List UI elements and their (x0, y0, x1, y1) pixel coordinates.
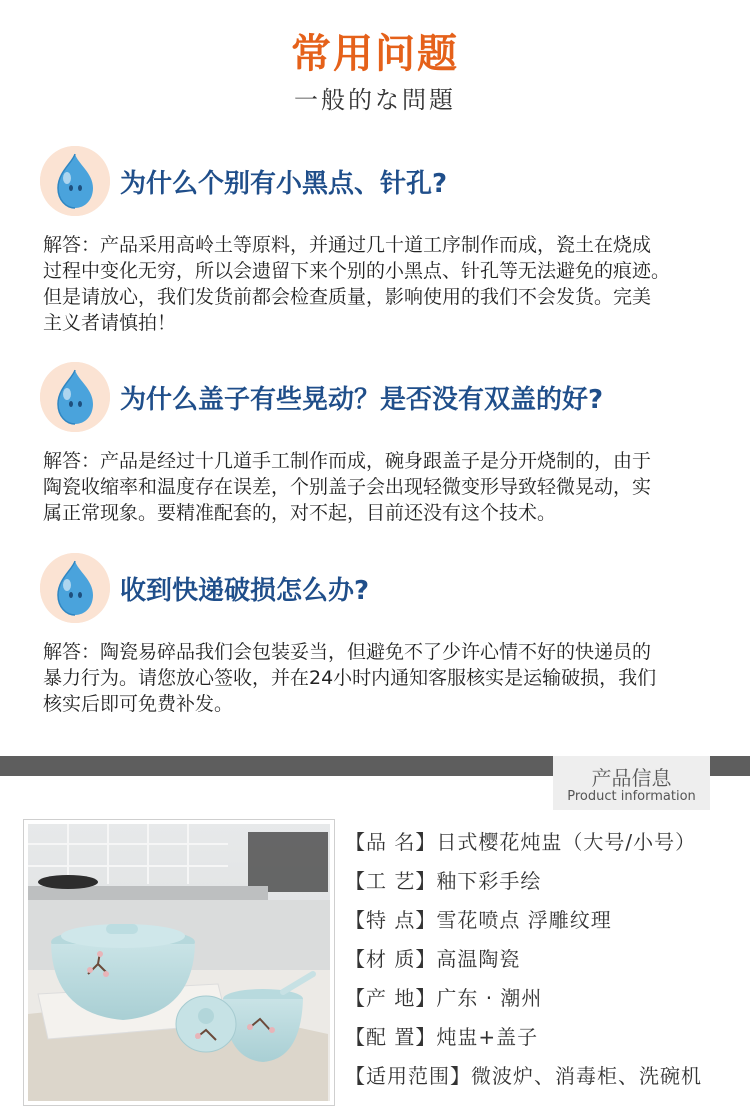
answer-line: 属正常现象。要精准配套的，对不起，目前还没有这个技术。 (43, 502, 557, 524)
spec-feature: 【特 点】雪花喷点 浮雕纹理 (345, 908, 612, 932)
answer-line: 陶瓷收缩率和温度存在误差，个别盖子会出现轻微变形导致轻微晃动，实 (43, 476, 652, 498)
answer-line: 暴力行为。请您放心签收，并在24小时内通知客服核实是运输破损，我们 (43, 667, 657, 689)
spec-name: 【品 名】日式樱花炖盅（大号/小号） (345, 830, 697, 854)
page-title: 常用问题 (291, 31, 459, 77)
spec-craft: 【工 艺】釉下彩手绘 (345, 869, 542, 893)
faq-answer (43, 232, 723, 336)
water-droplet-face-icon (40, 146, 110, 216)
faq-question: 收到快递破损怎么办? (120, 576, 370, 606)
water-droplet-face-icon (40, 362, 110, 432)
page-subtitle: 一般的な問題 (294, 86, 456, 114)
faq-question: 为什么个别有小黑点、针孔? (120, 169, 448, 199)
answer-line: 解答：产品采用高岭土等原料，并通过几十道工序制作而成，瓷土在烧成 (43, 234, 652, 256)
product-info-label-cn: 产品信息 (591, 766, 672, 790)
spec-usage: 【适用范围】微波炉、消毒柜、洗碗机 (345, 1064, 702, 1088)
faq-answer (43, 639, 723, 717)
product-specs (345, 826, 745, 1099)
answer-line: 核实后即可免费补发。 (43, 693, 234, 715)
water-droplet-face-icon (40, 553, 110, 623)
faq-answer (43, 448, 723, 526)
answer-line: 主义者请慎拍！ (43, 312, 177, 334)
answer-line: 解答：陶瓷易碎品我们会包装妥当，但避免不了少许心情不好的快递员的 (43, 641, 652, 663)
answer-line: 但是请放心，我们发货前都会检查质量，影响使用的我们不会发货。完美 (43, 286, 652, 308)
spec-origin: 【产 地】广东 · 潮州 (345, 986, 543, 1010)
product-info-tag (553, 756, 710, 810)
product-photo (23, 819, 335, 1106)
faq-question: 为什么盖子有些晃动？是否没有双盖的好? (120, 385, 604, 415)
spec-material: 【材 质】高温陶瓷 (345, 947, 521, 971)
answer-line: 过程中变化无穷，所以会遗留下来个别的小黑点、针孔等无法避免的痕迹。 (43, 260, 671, 282)
product-info-label-en: Product information (567, 789, 696, 804)
spec-config: 【配 置】炖盅+盖子 (345, 1025, 539, 1049)
answer-line: 解答：产品是经过十几道手工制作而成，碗身跟盖子是分开烧制的，由于 (43, 450, 652, 472)
